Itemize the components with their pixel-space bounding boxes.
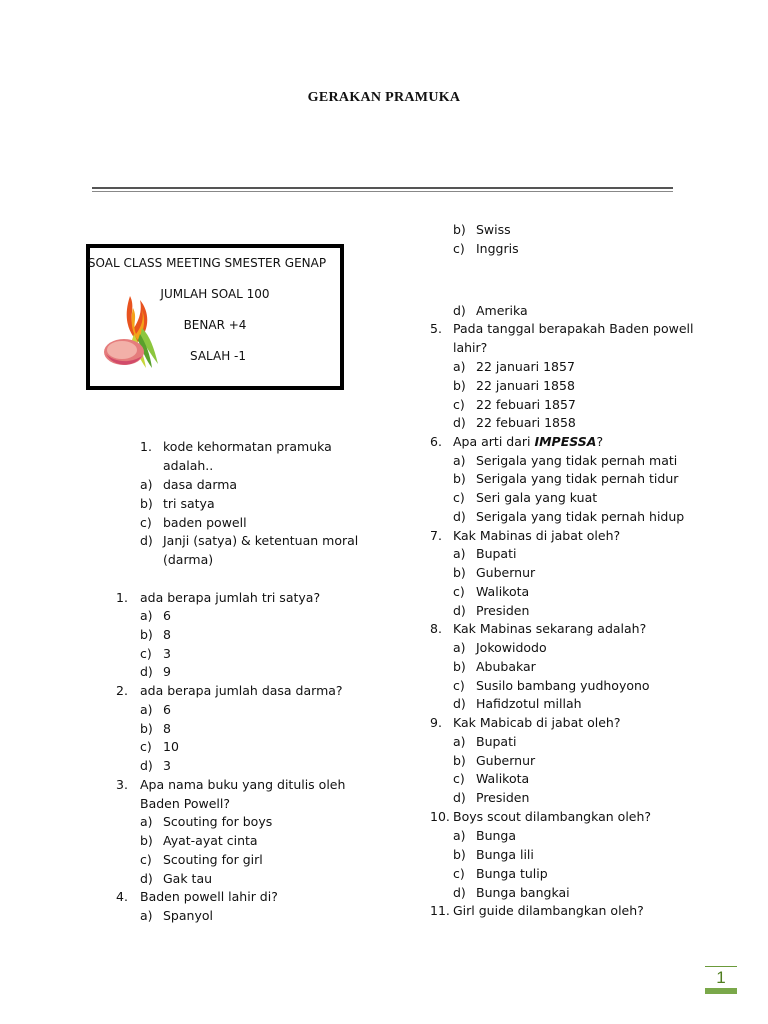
question-text-cont: lahir? xyxy=(453,340,488,355)
option-text: Spanyol xyxy=(163,908,213,923)
option-text: Serigala yang tidak pernah tidur xyxy=(476,471,679,486)
option-label: d) xyxy=(453,885,466,900)
question-text: Kak Mabicab di jabat oleh? xyxy=(453,715,621,730)
question-number: 11. xyxy=(430,903,450,918)
option-text: Janji (satya) & ketentuan moral xyxy=(163,533,359,548)
question-text: Baden powell lahir di? xyxy=(140,889,278,904)
page-number-bar xyxy=(705,988,737,994)
page-number: 1 xyxy=(716,968,726,987)
question-text xyxy=(453,433,603,452)
option-label: d) xyxy=(453,603,466,618)
question-number: 9. xyxy=(430,715,442,730)
option-text: Walikota xyxy=(476,584,530,599)
option-text: 22 januari 1858 xyxy=(476,378,575,393)
option-label: c) xyxy=(453,771,465,786)
option-text: Jokowidodo xyxy=(476,640,547,655)
question-number: 4. xyxy=(116,889,128,904)
option-label: c) xyxy=(453,397,465,412)
option-label: c) xyxy=(140,646,152,661)
option-label: c) xyxy=(140,515,152,530)
question-text: Kak Mabinas di jabat oleh? xyxy=(453,528,621,543)
option-text: Seri gala yang kuat xyxy=(476,490,598,505)
question-number: 10. xyxy=(430,809,450,824)
question-text: Boys scout dilambangkan oleh? xyxy=(453,809,652,824)
question-count: JUMLAH SOAL 100 xyxy=(160,287,270,301)
header-divider xyxy=(92,187,673,189)
option-text: Serigala yang tidak pernah hidup xyxy=(476,509,685,524)
option-text: Swiss xyxy=(476,222,511,237)
option-text: Presiden xyxy=(476,790,530,805)
option-text: 8 xyxy=(163,627,171,642)
question-text-pre: Apa arti dari xyxy=(453,434,535,449)
option-text: Walikota xyxy=(476,771,530,786)
question-text: Apa nama buku yang ditulis oleh xyxy=(140,777,346,792)
option-label: d) xyxy=(453,696,466,711)
option-label: c) xyxy=(453,866,465,881)
question-number: 1. xyxy=(116,590,128,605)
option-text: tri satya xyxy=(163,496,215,511)
page-title: GERAKAN PRAMUKA xyxy=(307,90,461,105)
option-label: b) xyxy=(453,753,466,768)
header-divider-thin xyxy=(92,191,673,192)
option-text: Bunga lili xyxy=(476,847,534,862)
option-label: b) xyxy=(453,378,466,393)
option-label: c) xyxy=(453,490,465,505)
option-label: a) xyxy=(453,453,466,468)
question-number: 5. xyxy=(430,321,442,336)
question-text: Girl guide dilambangkan oleh? xyxy=(453,903,644,918)
option-label: a) xyxy=(453,828,466,843)
option-text: Scouting for girl xyxy=(163,852,263,867)
option-text: dasa darma xyxy=(163,477,238,492)
option-label: b) xyxy=(140,627,153,642)
option-label: a) xyxy=(140,702,153,717)
option-label: c) xyxy=(453,678,465,693)
option-text: 6 xyxy=(163,702,171,717)
option-text-cont: (darma) xyxy=(163,552,214,567)
option-text: 6 xyxy=(163,608,171,623)
option-label: a) xyxy=(453,640,466,655)
question-text: Pada tanggal berapakah Baden powell xyxy=(453,321,694,336)
option-text: 22 febuari 1858 xyxy=(476,415,576,430)
question-text: ada berapa jumlah dasa darma? xyxy=(140,683,343,698)
option-text: Bunga bangkai xyxy=(476,885,570,900)
option-label: a) xyxy=(140,814,153,829)
option-text: Susilo bambang yudhoyono xyxy=(476,678,650,693)
option-label: a) xyxy=(453,734,466,749)
option-label: b) xyxy=(453,222,466,237)
option-text: Bunga xyxy=(476,828,517,843)
option-text: 8 xyxy=(163,721,171,736)
option-text: Serigala yang tidak pernah mati xyxy=(476,453,678,468)
option-label: d) xyxy=(453,790,466,805)
option-label: d) xyxy=(140,758,153,773)
option-text: Bupati xyxy=(476,546,517,561)
option-text: 3 xyxy=(163,758,171,773)
option-label: c) xyxy=(140,739,152,754)
option-label: d) xyxy=(140,533,153,548)
option-label: d) xyxy=(453,509,466,524)
question-text: ada berapa jumlah tri satya? xyxy=(140,590,321,605)
option-label: b) xyxy=(453,659,466,674)
option-text: Bunga tulip xyxy=(476,866,548,881)
correct-score: BENAR +4 xyxy=(183,318,247,332)
option-text: Gubernur xyxy=(476,565,536,580)
page-number-badge xyxy=(705,966,737,994)
option-label: a) xyxy=(453,546,466,561)
option-text: Hafidzotul millah xyxy=(476,696,582,711)
option-text: Abubakar xyxy=(476,659,536,674)
question-text: Kak Mabinas sekarang adalah? xyxy=(453,621,647,636)
question-number: 1. xyxy=(140,439,152,454)
question-text-cont: Baden Powell? xyxy=(140,796,230,811)
option-label: a) xyxy=(140,608,153,623)
option-text: 9 xyxy=(163,664,171,679)
exam-info-box xyxy=(86,244,344,390)
option-text: Ayat-ayat cinta xyxy=(163,833,258,848)
option-label: b) xyxy=(453,847,466,862)
option-text: Presiden xyxy=(476,603,530,618)
option-text: 10 xyxy=(163,739,179,754)
option-label: b) xyxy=(453,565,466,580)
exam-title: SOAL CLASS MEETING SMESTER GENAP xyxy=(87,256,327,270)
option-text: Bupati xyxy=(476,734,517,749)
question-number: 6. xyxy=(430,434,442,449)
option-text: Gak tau xyxy=(163,871,213,886)
option-text: Scouting for boys xyxy=(163,814,273,829)
option-text: 22 januari 1857 xyxy=(476,359,575,374)
option-label: b) xyxy=(453,471,466,486)
option-label: d) xyxy=(140,664,153,679)
option-text: Gubernur xyxy=(476,753,536,768)
option-label: a) xyxy=(140,908,153,923)
question-number: 8. xyxy=(430,621,442,636)
option-label: a) xyxy=(140,477,153,492)
option-label: d) xyxy=(140,871,153,886)
wrong-score: SALAH -1 xyxy=(189,349,247,363)
question-number: 7. xyxy=(430,528,442,543)
option-text: 3 xyxy=(163,646,171,661)
option-label: c) xyxy=(140,852,152,867)
option-text: 22 febuari 1857 xyxy=(476,397,576,412)
question-text: kode kehormatan pramuka xyxy=(163,439,332,454)
question-number: 2. xyxy=(116,683,128,698)
question-text-emphasis: IMPESSA xyxy=(534,434,597,449)
option-label: d) xyxy=(453,303,466,318)
option-label: c) xyxy=(453,584,465,599)
option-label: b) xyxy=(140,496,153,511)
option-label: b) xyxy=(140,721,153,736)
option-label: d) xyxy=(453,415,466,430)
question-text-cont: adalah.. xyxy=(163,458,214,473)
option-label: a) xyxy=(453,359,466,374)
option-label: c) xyxy=(453,241,465,256)
option-text: baden powell xyxy=(163,515,247,530)
pramuka-tunas-kelapa-logo-icon xyxy=(100,290,164,370)
option-text: Amerika xyxy=(476,303,528,318)
option-label: b) xyxy=(140,833,153,848)
question-text-post: ? xyxy=(596,434,604,449)
option-text: Inggris xyxy=(476,241,519,256)
question-number: 3. xyxy=(116,777,128,792)
